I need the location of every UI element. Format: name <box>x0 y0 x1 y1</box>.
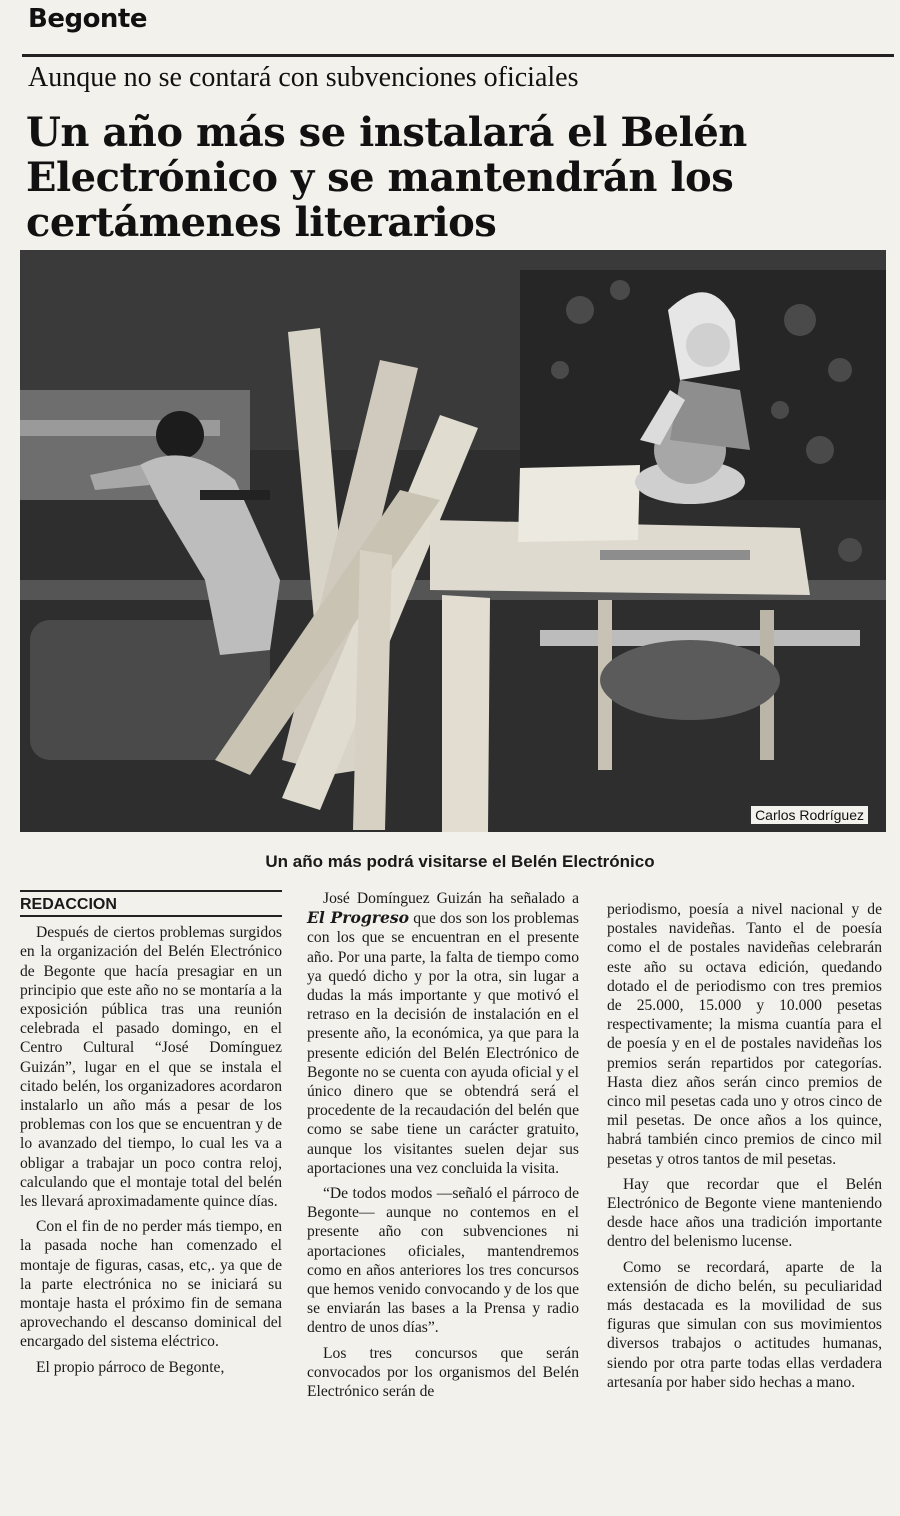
section-title: Begonte <box>28 4 147 34</box>
newspaper-name: El Progreso <box>307 908 410 928</box>
paragraph: El propio párroco de Begonte, <box>36 1358 225 1376</box>
photo-illustration <box>20 250 886 832</box>
paragraph <box>307 889 579 1178</box>
paragraph: Después de ciertos problemas surgidos en la organización del Belén Electrónico de Begonte que hacía presagiar en un principio que este año no se montaría a la exposición pública tras una reunión celebrada el pasado domingo, en el Centro Cultural “José Domínguez Guizán”, lugar en el que se instala el citado belén, los organizadores acordaron instalarlo un año más a pesar de los problemas con los que se encuentran y de lo avanzado del tiempo, lo cual les va a obligar a trabajar un poco contra reloj, calculando que el montaje total del belén les llevará aproximadamente quince días. <box>20 924 282 1211</box>
article-column-1 <box>20 890 282 1377</box>
paragraph: Los tres concursos que serán convocados por los organismos del Belén Electrónico serán de <box>307 1344 579 1401</box>
paragraph: Con el fin de no perder más tiempo, en la pasada noche han comenzado el montaje de figuras, casas, etc,. ya que de la parte electrónica no se iniciará su montaje hasta el próximo fin de semana aprovechando el descanso dominical del encargado del sistema eléctrico. <box>20 1218 282 1351</box>
photo-caption: Un año más podrá visitarse el Belén Electrónico <box>265 852 655 871</box>
paragraph: Como se recordará, aparte de la extensión de dicho belén, su peculiaridad más destacada es la movilidad de sus figuras que simulan con sus movimientos diversos trabajos o actitudes humanas, siendo por otra parte todas ellas verdadera artesanía por haber sido hechas a mano. <box>607 1258 882 1391</box>
paragraph: Hay que recordar que el Belén Electrónico de Begonte viene manteniendo desde hace años una tradición importante dentro del belenismo lucense. <box>607 1175 882 1251</box>
article-column-2 <box>307 889 579 1401</box>
byline: REDACCION <box>20 890 282 917</box>
headline-line: Un año más se instalará el Belén <box>26 109 747 156</box>
paragraph-rest: que dos son los problemas con los que se encuentran en el presente año. Por una parte, la falta de tiempo como ya quedó dicho y por la otra, sin lugar a dudas la más importante y que motivó el retraso en la decisión de instalación en el presente año, la económica, ya que para la presente edición del Belén Electrónico de Begonte no se cuenta con ayuda oficial y el único dinero que se obtendrá será el procedente de la recaudación del belén que como se sabe tiene un carácter gratuito, aunque los visitantes suelen dejar sus aportaciones una vez concluida la visita. <box>307 910 579 1177</box>
headline-line: Electrónico y se mantendrán los <box>26 154 734 201</box>
headline <box>26 110 886 245</box>
kicker: Aunque no se contará con subvenciones oficiales <box>28 62 579 93</box>
paragraph-intro: José Domínguez Guizán ha señalado a <box>323 890 579 907</box>
paragraph: periodismo, poesía a nivel nacional y de postales navideñas. Tanto el de poesía como el de postales navideñas celebrarán este año su octava edición, quedando dotado el de periodismo con tres premios de 25.000, 15.000 y 10.000 pesetas respectivamente; la misma cuantía para el de poesía y en el de postales navideñas los premios serán repartidos por categorías. Hasta diez años serán cinco premios de cinco mil pesetas cada uno y otros cinco de mil pesetas. De once años a los quince, habrá también cinco premios de cinco mil pesetas y otros tantos de mil pesetas. <box>607 901 882 1168</box>
section-rule <box>22 54 894 57</box>
news-photo <box>20 250 886 832</box>
article-column-3 <box>607 900 882 1392</box>
paragraph: “De todos modos —señaló el párroco de Begonte— aunque no contemos en el presente año con subvenciones ni aportaciones oficiales, mantendremos como en años anteriores los tres concursos que hemos venido convocando y de los que se enviarán las bases a la Prensa y radio dentro de unos días”. <box>307 1185 579 1337</box>
headline-line: certámenes literarios <box>26 199 497 246</box>
photo-credit: Carlos Rodríguez <box>751 806 868 824</box>
